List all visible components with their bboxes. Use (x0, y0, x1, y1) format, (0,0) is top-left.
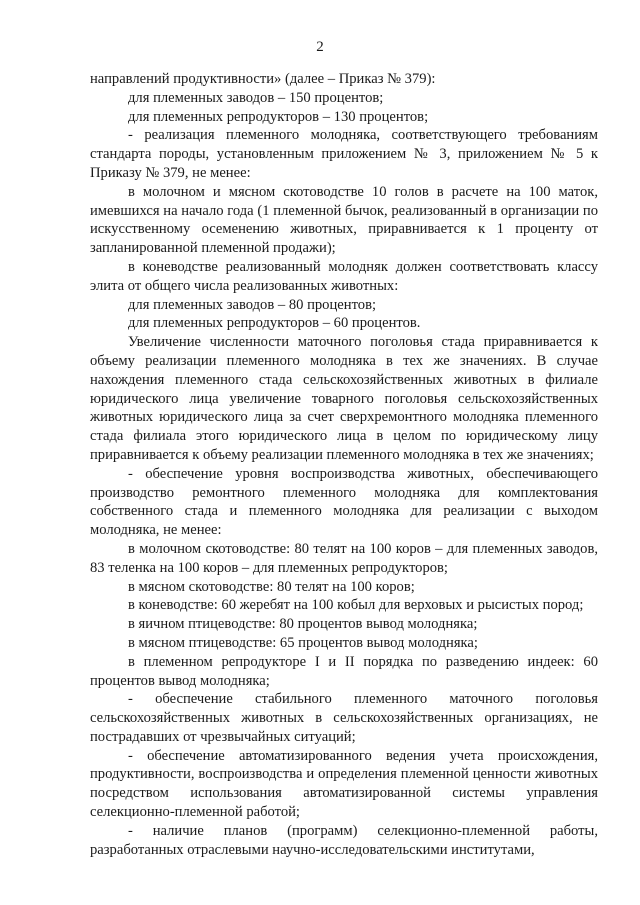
paragraph-11: в молочном скотоводстве: 80 телят на 100 коров – для племенных заводов, 83 теленка на 100 коров – для племенных репродукторов; (90, 540, 598, 576)
paragraph-15: в мясном птицеводстве: 65 процентов вывод молодняка; (128, 634, 478, 651)
paragraph-2: для племенных заводов – 150 процентов; (128, 89, 384, 106)
paragraph-13: в коневодстве: 60 жеребят на 100 кобыл для верховых и рысистых пород; (128, 597, 584, 614)
paragraph-9: Увеличение численности маточного поголовья стада приравнивается к объему реализации племенного молодняка в тех же значениях. В случае нахождения племенного стада сельскохозяйственных животных в филиале юридического лица увеличение товарного поголовья сельскохозяйственных животных юридического лица за счет сверхремонтного молодняка племенного стада филиала этого юридического лица в целом по юридическому лицу приравнивается к объему реализации племенного молодняка в тех же значениях; (90, 334, 598, 463)
paragraph-16: в племенном репродукторе I и II порядка по разведению индеек: 60 процентов вывод молодняка; (90, 653, 598, 689)
paragraph-7: для племенных заводов – 80 процентов; (128, 296, 377, 313)
paragraph-12: в мясном скотоводстве: 80 телят на 100 коров; (128, 578, 415, 595)
paragraph-19: - наличие планов (программ) селекционно-племенной работы, разработанных отраслевыми научно-исследовательскими институтами, (90, 822, 598, 858)
paragraph-3: для племенных репродукторов – 130 процентов; (128, 108, 429, 125)
page-number: 2 (316, 39, 324, 55)
paragraph-1: направлений продуктивности» (далее – Приказ № 379): (90, 71, 436, 87)
paragraph-5: в молочном и мясном скотоводстве 10 голов в расчете на 100 маток, имевшихся на начало года (1 племенной бычок, реализованный в организации по искусственному осеменению животных, приравнивается к 1 проценту от запланированной племенной продажи); (90, 183, 598, 257)
paragraph-17: - обеспечение стабильного племенного маточного поголовья сельскохозяйственных животных в сельскохозяйственных организациях, не пострадавших от чрезвычайных ситуаций; (90, 691, 598, 745)
paragraph-6: в коневодстве реализованный молодняк должен соответствовать классу элита от общего числа реализованных животных: (90, 258, 598, 294)
paragraph-14: в яичном птицеводстве: 80 процентов вывод молодняка; (128, 616, 478, 633)
paragraph-8: для племенных репродукторов – 60 процентов. (128, 315, 421, 332)
paragraph-18: - обеспечение автоматизированного ведения учета происхождения, продуктивности, воспроизводства и определения племенной ценности животных посредством использования автоматизированной системы управления селекционно-племенной работой; (90, 747, 598, 821)
paragraph-4: - реализация племенного молодняка, соответствующего требованиям стандарта породы, установленным приложением № 3, приложением № 5 к Приказу № 379, не менее: (90, 127, 598, 181)
paragraph-10: - обеспечение уровня воспроизводства животных, обеспечивающего производство ремонтного племенного молодняка для комплектования собственного стада и племенного молодняка для реализации с выходом молодняка, не менее: (90, 465, 598, 539)
document-body (90, 70, 598, 859)
